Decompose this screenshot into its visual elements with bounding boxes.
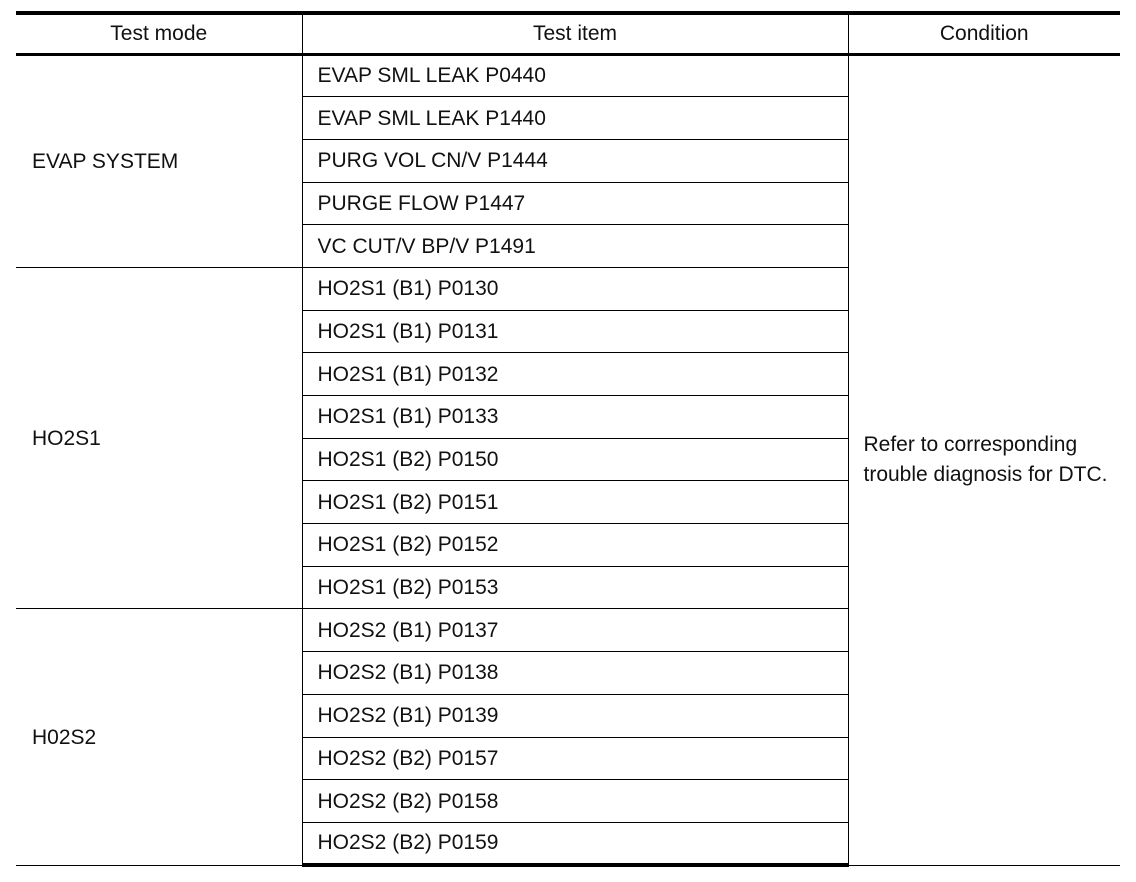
test-item: HO2S2 (B1) P0138 <box>302 652 848 695</box>
test-item: HO2S2 (B1) P0139 <box>302 694 848 737</box>
test-item: HO2S1 (B1) P0131 <box>302 310 848 353</box>
test-item: EVAP SML LEAK P1440 <box>302 97 848 140</box>
test-item: HO2S2 (B2) P0157 <box>302 737 848 780</box>
test-mode-h02s2: H02S2 <box>16 609 302 865</box>
test-mode-ho2s1: HO2S1 <box>16 267 302 609</box>
test-mode-evap-system: EVAP SYSTEM <box>16 54 302 267</box>
test-item: HO2S1 (B2) P0151 <box>302 481 848 524</box>
table-body <box>16 54 1120 865</box>
test-item: HO2S1 (B1) P0132 <box>302 353 848 396</box>
test-item: HO2S1 (B1) P0133 <box>302 396 848 439</box>
test-mode-table <box>16 11 1120 867</box>
header-test-item: Test item <box>302 13 848 54</box>
test-item: HO2S1 (B2) P0152 <box>302 524 848 567</box>
header-condition: Condition <box>848 13 1120 54</box>
header-row <box>16 13 1120 54</box>
test-item: HO2S1 (B2) P0150 <box>302 438 848 481</box>
test-item: HO2S2 (B1) P0137 <box>302 609 848 652</box>
condition-text: Refer to corresponding trouble diagnosis for DTC. <box>848 54 1120 865</box>
table-header <box>16 13 1120 54</box>
test-mode-table-container <box>16 11 1120 867</box>
test-item: PURGE FLOW P1447 <box>302 182 848 225</box>
test-item: PURG VOL CN/V P1444 <box>302 139 848 182</box>
test-item: VC CUT/V BP/V P1491 <box>302 225 848 268</box>
test-item: HO2S1 (B2) P0153 <box>302 566 848 609</box>
test-item: HO2S2 (B2) P0159 <box>302 822 848 865</box>
header-test-mode: Test mode <box>16 13 302 54</box>
test-item: HO2S2 (B2) P0158 <box>302 780 848 823</box>
test-item: HO2S1 (B1) P0130 <box>302 267 848 310</box>
table-row <box>16 54 1120 97</box>
test-item: EVAP SML LEAK P0440 <box>302 54 848 97</box>
